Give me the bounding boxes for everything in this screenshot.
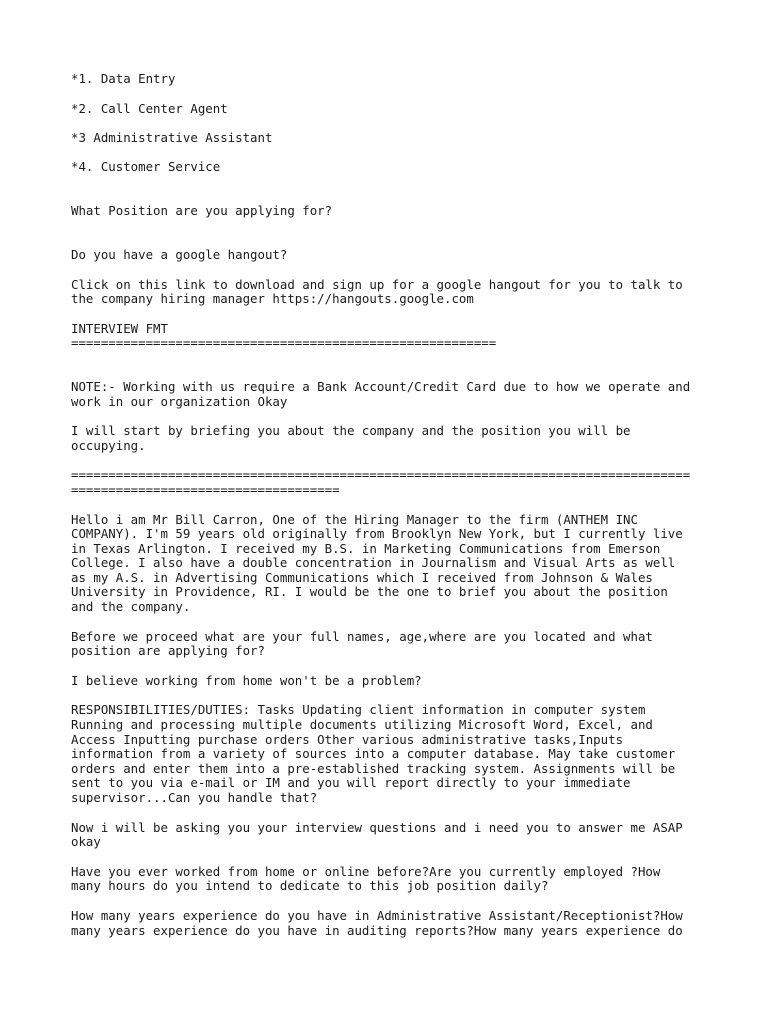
questions-block-2: How many years experience do you have in Administrative Assistant/Receptionist?How many years experience do you have in auditing reports?How many years experience do [71, 907, 683, 938]
document-body [71, 72, 711, 938]
interview-heading: INTERVIEW FMT [71, 320, 168, 336]
position-question: What Position are you applying for? [71, 203, 333, 219]
questions-block-1: Have you ever worked from home or online before?Are you currently employed ?How many hours do you intend to dedicate to this job position daily? [71, 863, 661, 894]
hangout-link-paragraph: Click on this link to download and sign up for a google hangout for you to talk to the company hiring manager https://hangouts.google.com [71, 276, 683, 307]
position-item-4: *4. Customer Service [71, 158, 221, 174]
hangout-question: Do you have a google hangout? [71, 246, 288, 262]
interview-questions-intro: Now i will be asking you your interview questions and i need you to answer me ASAP okay [71, 819, 683, 850]
responsibilities-paragraph: RESPONSIBILITIES/DUTIES: Tasks Updating client information in computer system Running and processing multiple documents utilizing Microsoft Word, Excel, and Access Inputting purchase orders Other various administrative tasks,Inputs information from a variety of sources into a computer database. May take customer orders and enter them into a pre-established tracking system. Assignments will be sent to you via e-mail or IM and you will report directly to your immediate supervisor...Can you handle that? [71, 702, 676, 805]
separator-long: =================================================================================== ==================================== [71, 468, 691, 497]
separator-short: ========================================================= [71, 336, 497, 351]
position-item-3: *3 Administrative Assistant [71, 130, 273, 146]
position-item-2: *2. Call Center Agent [71, 100, 228, 116]
before-proceed-paragraph: Before we proceed what are your full names, age,where are you located and what position are applying for? [71, 628, 653, 659]
note-paragraph: NOTE:- Working with us require a Bank Account/Credit Card due to how we operate and work in our organization Okay [71, 378, 691, 409]
position-item-1: *1. Data Entry [71, 71, 176, 86]
work-from-home-question: I believe working from home won't be a problem? [71, 672, 422, 688]
intro-paragraph: Hello i am Mr Bill Carron, One of the Hiring Manager to the firm (ANTHEM INC COMPANY). I'm 59 years old originally from Brooklyn New York, but I currently live in Texas Arlington. I received my B.S. in Marketing Communications from Emerson College. I also have a double concentration in Journalism and Visual Arts as well as my A.S. in Advertising Communications which I received from Johnson & Wales University in Providence, RI. I would be the one to brief you about the position and the company. [71, 511, 683, 615]
briefing-intro: I will start by briefing you about the company and the position you will be occupying. [71, 423, 631, 453]
